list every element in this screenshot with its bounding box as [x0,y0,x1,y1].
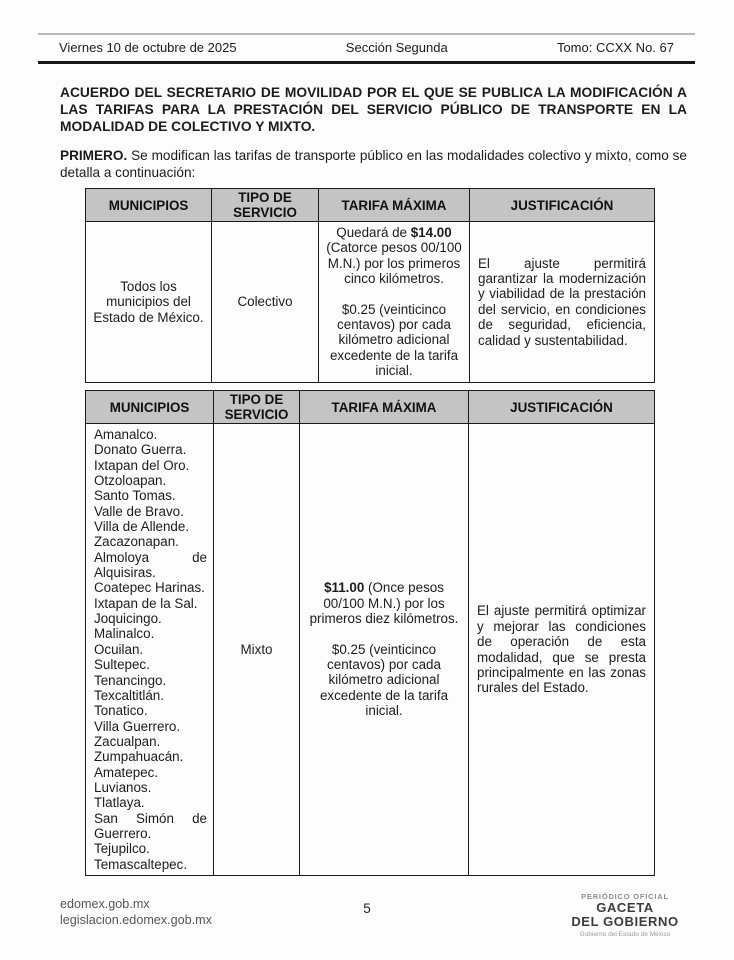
masthead-date: Viernes 10 de octubre de 2025 [59,40,237,55]
tarifa-text: (Catorce pesos 00/100 M.N.) por los primeros cinco kilómetros. [326,240,462,287]
tarifa-paragraph-2: $0.25 (veinticinco centavos) por cada kilómetro adicional excedente de la tarifa inicial. [329,301,459,379]
municipality-item: Valle de Bravo. [94,503,184,519]
municipality-item: Zumpahuacán. [94,749,184,765]
municipality-item: Malinalco. [94,626,155,642]
municipality-item: Amatepec. [94,764,159,780]
municipality-item: Zacazonapan. [94,534,179,550]
municipality-item: Villa Guerrero. [94,718,181,734]
municipality-item: Villa de Allende. [94,519,190,535]
municipality-item: Tejupilco. [94,841,150,857]
table-row [86,222,655,383]
tarifa-text: (Once pesos 00/100 M.N.) por los primeros diez kilómetros. [309,580,459,627]
gaceta-logo [550,892,700,938]
logo-gobierno-estado: Gobierno del Estado de México [579,931,671,939]
table-header-row [86,391,655,424]
footer-link-legislacion: legislacion.edomex.gob.mx [60,912,212,927]
footer-link-edomex: edomex.gob.mx [60,897,150,911]
cell-municipios [86,424,214,876]
municipality-item: Temascaltepec. [94,856,188,872]
logo-del-gobierno: DEL GOBIERNO [571,914,679,930]
municipality-item: Ocuilan. [94,641,144,657]
tarifa-text: Quedará de [336,225,411,240]
municipality-item: Otzoloapan. [94,473,167,489]
page-masthead [38,33,695,64]
col-header-municipios: MUNICIPIOS [86,391,214,424]
masthead-section: Sección Segunda [345,40,448,55]
municipality-item: Texcaltitlán. [94,687,164,703]
municipality-list [94,427,207,872]
municipality-item: Amanalco. [94,427,158,442]
municipality-item: Tlatlaya. [94,795,145,811]
cell-tarifa-maxima [319,222,470,383]
municipality-item: Sultepec. [94,657,150,673]
logo-periodico-oficial: PERIÓDICO OFICIAL [581,892,669,901]
primero-text: Se modifican las tarifas de transporte público en las modalidades colectivo y mixto, como se detalla a continuación: [60,148,687,180]
cell-tipo-servicio: Mixto [214,424,300,876]
col-header-tipo-servicio: TIPO DE SERVICIO [212,189,319,222]
col-header-justificacion: JUSTIFICACIÓN [470,189,655,222]
cell-tipo-servicio: Colectivo [212,222,319,383]
cell-justificacion: El ajuste permitirá optimizar y mejorar las condiciones de operación de esta modalidad, que se presta principalmente en las zonas rurales del Estado. [469,424,655,876]
tarifa-paragraph-2: $0.25 (veinticinco centavos) por cada kilómetro adicional excedente de la tarifa inicial. [319,641,449,719]
document-title: ACUERDO DEL SECRETARIO DE MOVILIDAD POR EL QUE SE PUBLICA LA MODIFICACIÓN A LAS TARIFAS PARA LA PRESTACIÓN DEL SERVICIO PÚBLICO DE TRANSPORTE EN LA MODALIDAD DE COLECTIVO Y MIXTO. [60,85,687,135]
municipality-item: Donato Guerra. [94,442,187,458]
municipality-item: Santo Tomas. [94,488,176,504]
col-header-tarifa-maxima: TARIFA MÁXIMA [319,189,470,222]
tarifa-paragraph-1 [326,225,462,287]
tariff-table-mixto [85,390,655,876]
primero-paragraph [60,148,687,181]
primero-label: PRIMERO. [60,148,128,163]
logo-gaceta: GACETA [596,900,654,915]
col-header-tarifa-maxima: TARIFA MÁXIMA [300,391,469,424]
cell-municipios: Todos los municipios del Estado de México. [86,222,212,383]
tarifa-amount: $11.00 [324,580,365,596]
municipality-item: Joquicingo. [94,611,162,627]
table-row [86,424,655,876]
tariff-table-colectivo [85,188,655,383]
municipality-item: Tenancingo. [94,672,167,688]
municipality-item: Almoloya de Alquisiras. [94,549,207,581]
masthead-tome: Tomo: CCXX No. 67 [556,40,674,55]
col-header-municipios: MUNICIPIOS [86,189,212,222]
col-header-justificacion: JUSTIFICACIÓN [469,391,655,424]
municipality-item: Ixtapan del Oro. [94,457,190,473]
table-header-row [86,189,655,222]
col-header-tipo-servicio: TIPO DE SERVICIO [214,391,300,424]
municipality-item: Coatepec Harinas. [94,580,205,596]
cell-justificacion: El ajuste permitirá garantizar la modernización y viabilidad de la prestación del servicio, en condiciones de seguridad, eficiencia, calidad y sustentabilidad. [470,222,655,383]
municipality-item: Tonatico. [94,703,148,719]
municipality-item: Zacualpan. [94,733,161,749]
cell-tarifa-maxima [300,424,469,876]
tarifa-amount: $14.00 [410,225,452,240]
municipality-item: San Simón de Guerrero. [94,810,207,841]
municipality-item: Luvianos. [94,779,152,795]
municipality-item: Ixtapan de la Sal. [94,595,198,611]
tarifa-paragraph-1 [307,580,461,626]
page-number: 5 [363,901,371,916]
